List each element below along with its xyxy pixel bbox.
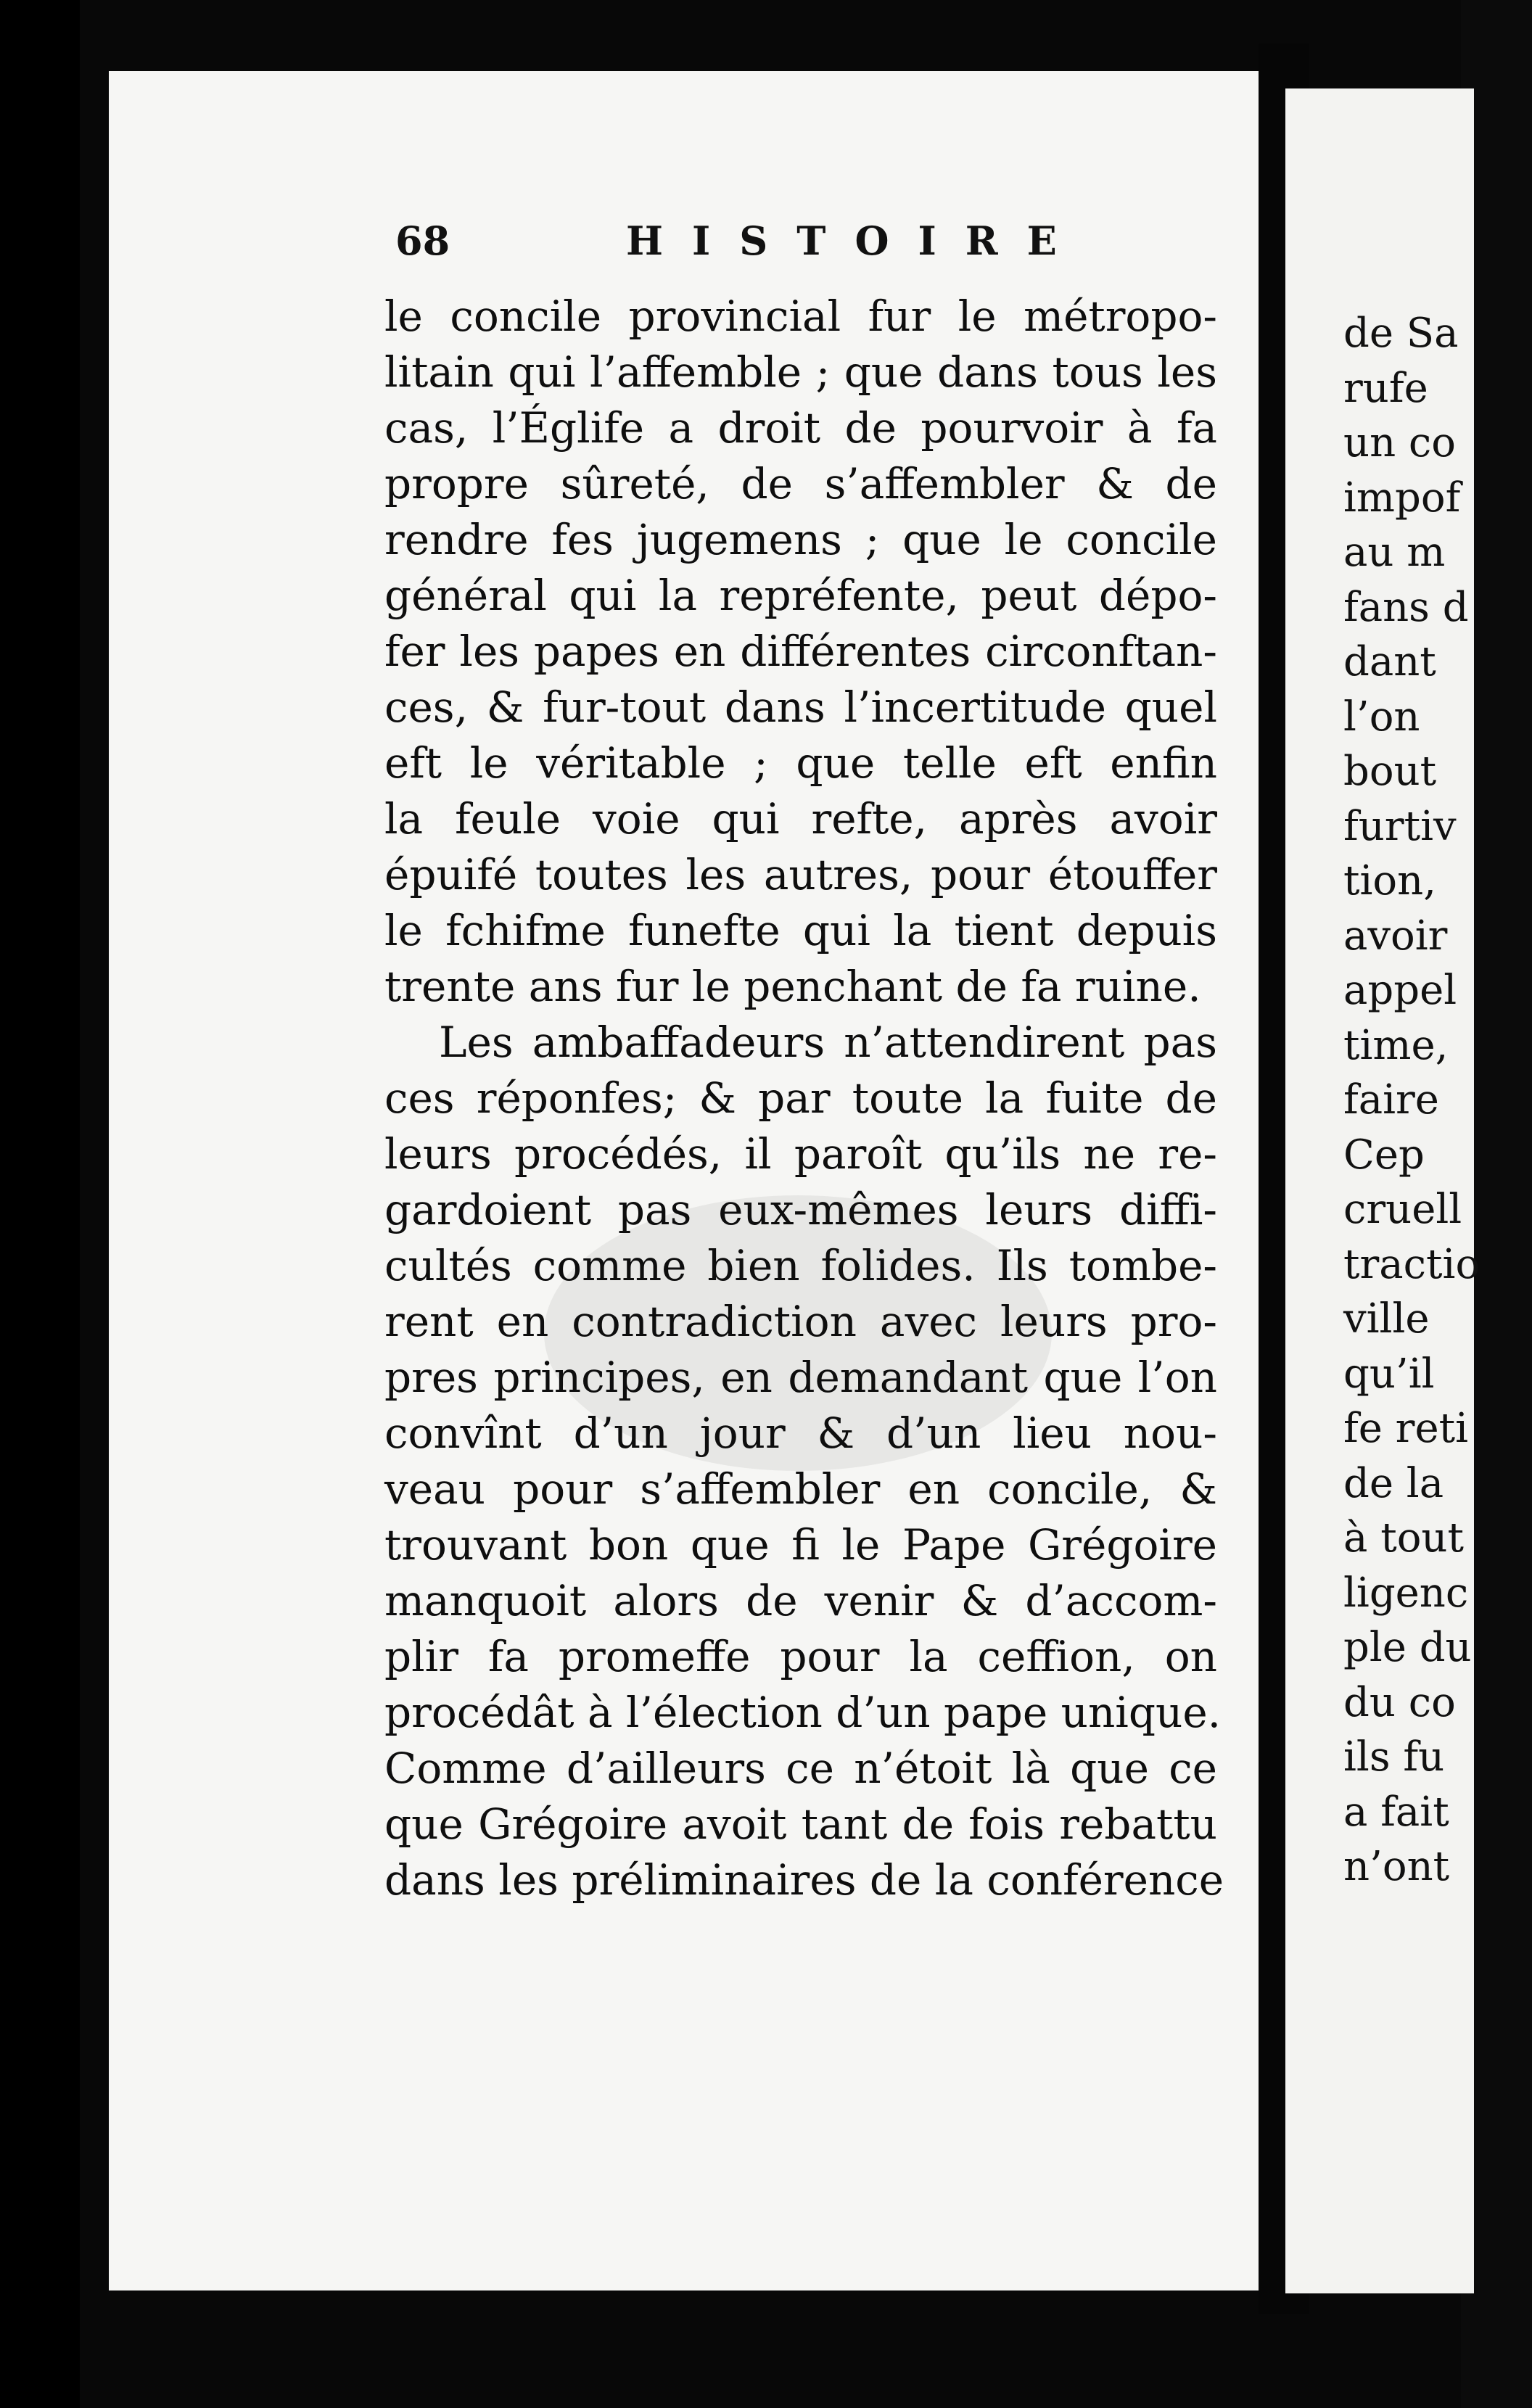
text-line: veau pour s’affembler en concile, & xyxy=(384,1464,1217,1514)
page-number: 68 xyxy=(395,218,450,264)
text-line: gardoient pas eux-mêmes leurs diffi- xyxy=(384,1185,1217,1234)
text-line: plir fa promeffe pour la ceffion, on xyxy=(384,1632,1217,1681)
next-page-fragment: ple du xyxy=(1343,1624,1472,1671)
running-title: HISTOIRE xyxy=(626,218,1086,264)
text-line: eft le véritable ; que telle eft enfin xyxy=(384,738,1217,788)
text-line: trente ans fur le penchant de fa ruine. xyxy=(384,962,1201,1011)
text-line: ces, & fur-tout dans l’incertitude quel xyxy=(384,683,1217,732)
text-line: propre sûreté, de s’affembler & de xyxy=(384,459,1217,508)
next-page-fragment: tion, xyxy=(1343,857,1436,904)
next-page-fragment: appel xyxy=(1343,967,1457,1014)
next-page-fragment: ville xyxy=(1343,1295,1430,1343)
scan-left-border xyxy=(0,0,80,2408)
next-page-fragment: avoir xyxy=(1343,912,1448,960)
next-page-fragment: impof xyxy=(1343,474,1461,521)
next-page-fragment: de Sa xyxy=(1343,310,1459,357)
text-line: litain qui l’affemble ; que dans tous les xyxy=(384,347,1217,397)
next-page-fragment: n’ont xyxy=(1343,1843,1450,1890)
next-page-fragment: faire xyxy=(1343,1076,1439,1123)
next-page-fragment: à tout xyxy=(1343,1514,1464,1562)
next-page-fragment: ils fu xyxy=(1343,1733,1445,1781)
text-line: rent en contradiction avec leurs pro- xyxy=(384,1297,1217,1346)
next-page-fragment: Cep xyxy=(1343,1131,1425,1179)
next-page-text xyxy=(1343,306,1532,1894)
text-line: fer les papes en différentes circonftan- xyxy=(384,627,1217,676)
next-page-fragment: furtiv xyxy=(1343,802,1457,850)
text-line: leurs procédés, il paroît qu’ils ne re- xyxy=(384,1129,1217,1179)
text-line: la feule voie qui refte, après avoir xyxy=(384,794,1217,844)
text-line: rendre fes jugemens ; que le concile xyxy=(384,515,1217,564)
next-page-fragment: de la xyxy=(1343,1459,1444,1507)
text-line: convînt d’un jour & d’un lieu nou- xyxy=(384,1409,1217,1458)
text-line: cultés comme bien folides. Ils tombe- xyxy=(384,1241,1217,1290)
text-line: épuifé toutes les autres, pour étouffer xyxy=(384,850,1217,899)
text-line: que Grégoire avoit tant de fois rebattu xyxy=(384,1799,1217,1849)
next-page-fragment: ligenc xyxy=(1343,1569,1469,1617)
text-line: ces réponfes; & par toute la fuite de xyxy=(384,1073,1217,1123)
next-page-fragment: du co xyxy=(1343,1678,1456,1726)
text-line: Comme d’ailleurs ce n’étoit là que ce xyxy=(384,1744,1217,1793)
book-page-right xyxy=(1285,88,1480,2293)
next-page-fragment: au m xyxy=(1343,529,1446,576)
text-line: général qui la repréfente, peut dépo- xyxy=(384,571,1217,620)
next-page-fragment: fans d xyxy=(1343,583,1469,631)
running-head xyxy=(395,218,1215,283)
main-text-block xyxy=(384,289,1224,1908)
text-line: manquoit alors de venir & d’accom- xyxy=(384,1576,1217,1625)
text-line: procédât à l’élection d’un pape unique. xyxy=(384,1688,1222,1737)
next-page-fragment: qu’il xyxy=(1343,1350,1435,1398)
text-line: trouvant bon que fi le Pape Grégoire xyxy=(384,1520,1217,1570)
next-page-fragment: time, xyxy=(1343,1021,1449,1069)
next-page-fragment: a fait xyxy=(1343,1788,1449,1836)
next-page-fragment: dant xyxy=(1343,638,1436,685)
next-page-fragment: un co xyxy=(1343,419,1457,466)
text-line: le concile provincial fur le métropo- xyxy=(384,292,1217,341)
next-page-fragment: l’on xyxy=(1343,693,1420,741)
next-page-fragment: fe reti xyxy=(1343,1405,1468,1452)
next-page-fragment: tractio xyxy=(1343,1240,1480,1288)
text-line: cas, l’Églife a droit de pourvoir à fa xyxy=(384,403,1217,453)
next-page-fragment: bout xyxy=(1343,748,1437,795)
text-line: pres principes, en demandant que l’on xyxy=(384,1353,1217,1402)
text-line: Les ambaffadeurs n’attendirent pas xyxy=(439,1018,1217,1067)
next-page-fragment: cruell xyxy=(1343,1186,1462,1233)
text-line: dans les préliminaires de la conférence xyxy=(384,1855,1224,1905)
next-page-fragment: rufe xyxy=(1343,364,1428,412)
text-line: le fchifme funefte qui la tient depuis xyxy=(384,906,1217,955)
